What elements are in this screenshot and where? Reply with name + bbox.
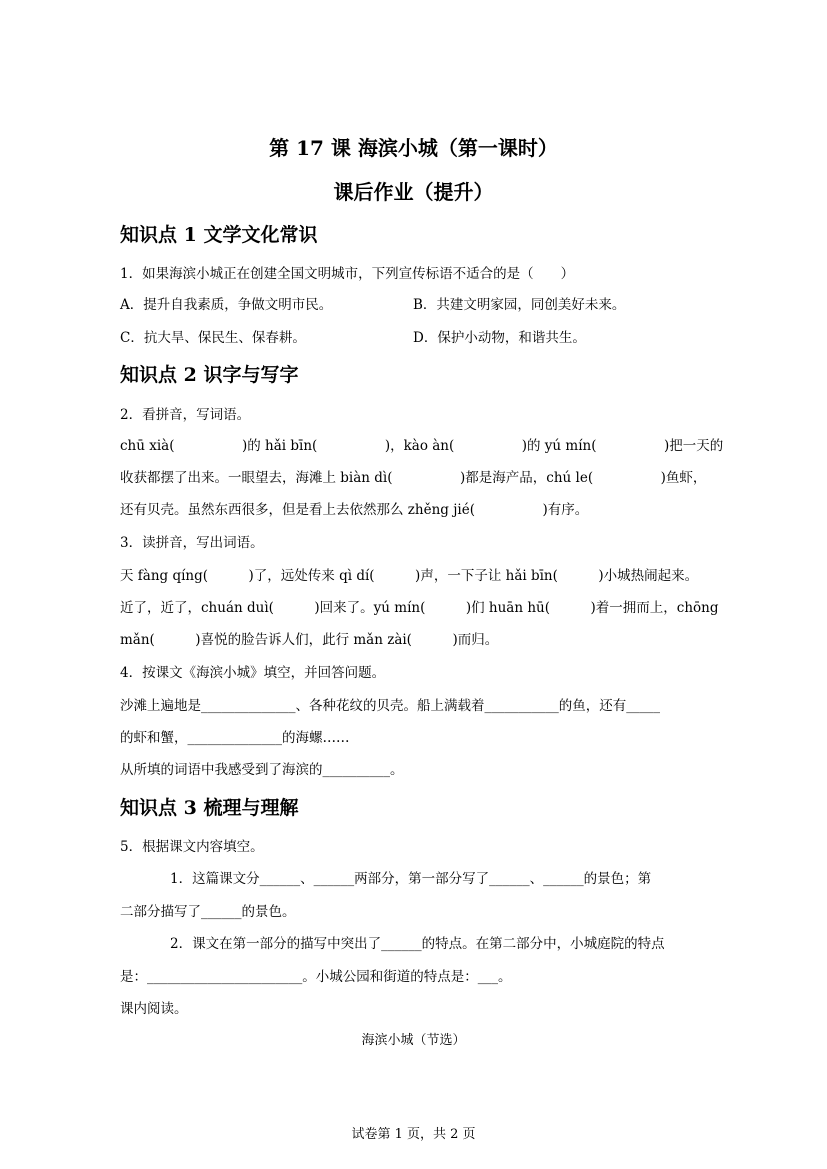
reading-title: 海滨小城（节选）: [361, 1033, 466, 1048]
q3-line: 天 fàng qíng( )了，远处传来 qì dí( )声，一下子让 hǎi bīn( )小城热闹起来。: [120, 568, 699, 584]
q4-line: 从所填的词语中我感受到了海滨的__________。: [120, 762, 404, 778]
q3-line: 近了，近了，chuán duì( )回来了。yú mín( )们 huān hū( )着一拥而上，chōng: [120, 600, 719, 616]
page-footer: 试卷第 1 页，共 2 页: [351, 1127, 476, 1142]
question-3-stem: 3．读拼音，写出词语。: [120, 535, 264, 551]
question-5-stem: 5．根据课文内容填空。: [120, 839, 264, 855]
q5-line: 2．课文在第一部分的描写中突出了______的特点。在第二部分中，小城庭院的特点: [170, 936, 665, 952]
q2-line: 收获都摆了出来。一眼望去，海滩上 biàn dì( )都是海产品，chú le( )鱼虾，: [120, 470, 707, 486]
reading-intro: 课内阅读。: [120, 1001, 188, 1017]
section-heading: 知识点 1 文学文化常识: [120, 224, 318, 246]
q4-line: 沙滩上遍地是______________、各种花纹的贝壳。船上满载着___________的鱼，还有_____: [120, 698, 660, 714]
q4-line: 的虾和蟹，______________的海螺……: [120, 730, 350, 746]
q3-line: mǎn( )喜悦的脸告诉人们，此行 mǎn zài( )而归。: [120, 632, 499, 648]
page-title: 第 17 课 海滨小城（第一课时）: [269, 136, 558, 160]
question-4-stem: 4．按课文《海滨小城》填空，并回答问题。: [120, 665, 386, 681]
q1-option-b: B．共建文明家园，同创美好未来。: [413, 297, 626, 313]
q1-option-d: D．保护小动物，和谐共生。: [413, 330, 586, 346]
q1-option-c: C．抗大旱、保民生、保春耕。: [120, 330, 306, 346]
question-1-stem: 1．如果海滨小城正在创建全国文明城市，下列宣传标语不适合的是（ ）: [120, 266, 575, 282]
q2-line: chū xià( )的 hǎi bīn( )，kào àn( )的 yú mín( )把一天的: [120, 438, 724, 454]
q5-line: 1．这篇课文分______、______两部分，第一部分写了______、______的景色；第: [170, 871, 652, 887]
section-heading: 知识点 3 梳理与理解: [120, 797, 299, 819]
q5-line: 是：_______________________。小城公园和街道的特点是：___。: [120, 969, 512, 985]
question-2-stem: 2．看拼音，写词语。: [120, 407, 251, 423]
q2-line: 还有贝壳。虽然东西很多，但是看上去依然那么 zhěng jié( )有序。: [120, 502, 589, 518]
section-heading: 知识点 2 识字与写字: [120, 364, 299, 386]
page-subtitle: 课后作业（提升）: [333, 180, 494, 204]
q1-option-a: A．提升自我素质，争做文明市民。: [120, 297, 333, 313]
q5-line: 二部分描写了______的景色。: [120, 904, 296, 920]
